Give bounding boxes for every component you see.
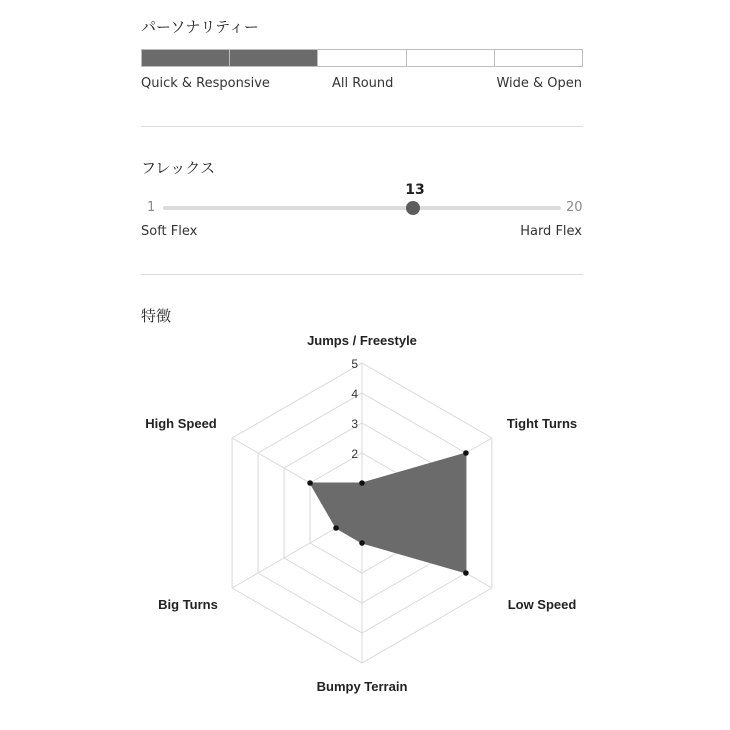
flex-label-hard: Hard Flex <box>520 224 582 239</box>
radar-scale-label-3: 3 <box>351 417 358 431</box>
radar-scale-label-5: 5 <box>351 357 358 371</box>
personality-title: パーソナリティー <box>141 18 259 36</box>
personality-label-left: Quick & Responsive <box>141 76 270 91</box>
radar-point-6 <box>307 480 313 486</box>
personality-label-right: Wide & Open <box>496 76 582 91</box>
flex-min: 1 <box>147 200 156 215</box>
radar-axis-label-3: Low Speed <box>507 597 577 612</box>
radar-axis-label-5: Big Turns <box>158 597 218 612</box>
radar-axis-label-6: High Speed <box>145 416 217 431</box>
radar-axis-label-2: Tight Turns <box>506 416 578 431</box>
radar-scale-label-4: 4 <box>351 387 358 401</box>
flex-value: 13 <box>405 182 425 198</box>
radar-point-4 <box>359 540 365 546</box>
radar-point-2 <box>463 450 469 456</box>
radar-scale-label-2: 2 <box>351 447 358 461</box>
radar-point-5 <box>333 525 339 531</box>
radar-data-area <box>310 453 466 573</box>
flex-label-soft: Soft Flex <box>141 224 198 239</box>
radar-point-3 <box>463 570 469 576</box>
personality-label-center: All Round <box>332 76 394 91</box>
radar-axis-label-4: Bumpy Terrain <box>316 679 408 694</box>
features-title: 特徴 <box>141 307 172 325</box>
radar-point-1 <box>359 480 365 486</box>
flex-max: 20 <box>566 200 583 215</box>
flex-title: フレックス <box>141 159 216 177</box>
radar-axis-label-1: Jumps / Freestyle <box>307 333 417 348</box>
